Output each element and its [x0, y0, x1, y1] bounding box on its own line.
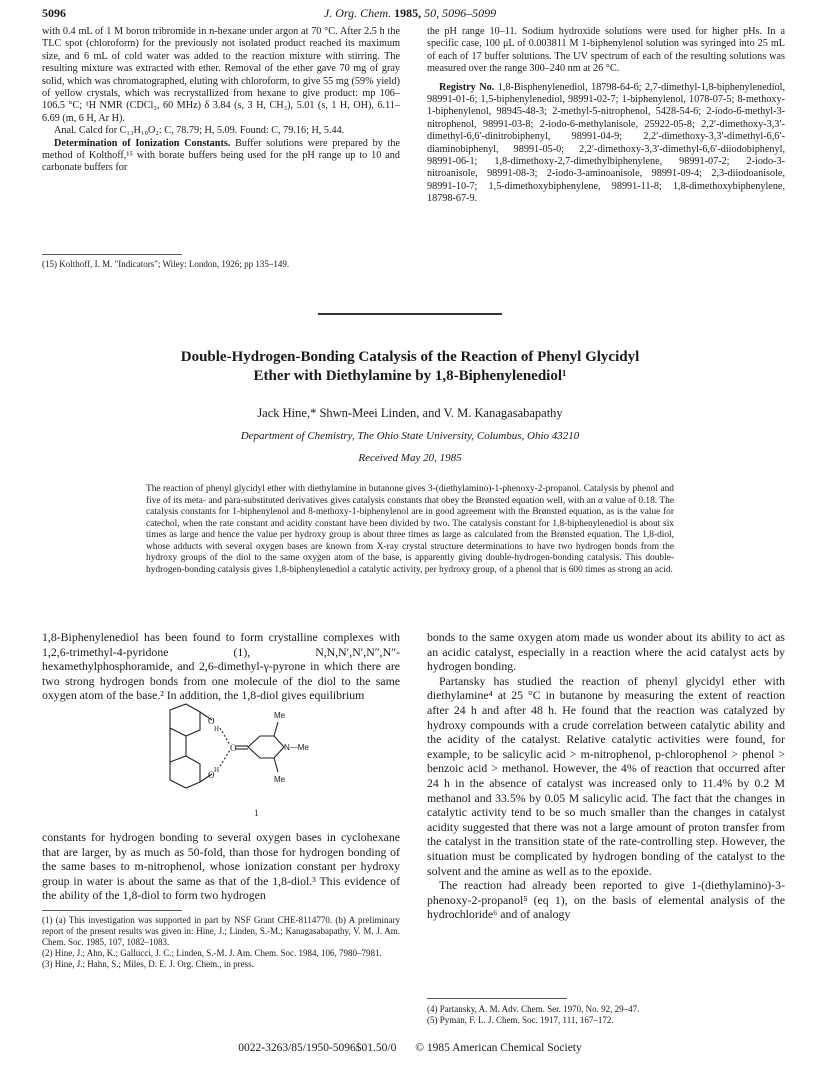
svg-text:H: H: [214, 725, 220, 733]
footnote-5: (5) Pyman, F. L. J. Chem. Soc. 1917, 111, 167–172.: [427, 1015, 614, 1025]
running-header: [0, 6, 820, 21]
title-line-1: Double-Hydrogen-Bonding Catalysis of the Reaction of Phenyl Glycidyl: [180, 349, 640, 365]
pyridone-ring: [248, 736, 284, 758]
received-date: Received May 20, 1985: [358, 452, 462, 464]
registry-text: 1,8-Bisphenylenediol, 18798-64-6; 2,7-dimethyl-1,8-biphenylenediol, 98991-01-6; 1,5-biphenylenediol, 98991-02-7; 1-biphenylenol, 1078-07-5; 8-methoxy-1-biphenylenol, 98945-48-3; 2-methyl-5-nitrophenol, 5428-54-6; 2-iodo-6-methyl-3-nitrophenol, 98991-03-8; 2-iodo-6-methylanisole, 25922-05-8; 2,2′-dimethoxy-3,3′-dimethyl-6,6′-dinitrobiphenyl, 98991-04-9; 2,2′-dimethoxy-3,3′-dimethyl-6,6′-diaminobiphenyl, 98991-05-0; 2,2′-dimethoxy-3,3′-dimethyl-6,6′-diiodobiphenyl, 98991-06-1; 1,8-dimethoxy-2,7-dimethylbiphenylene, 98991-07-2; 2-iodo-3-nitroanisole, 98991-08-3; 2-iodo-3-aminoanisole, 98991-09-4; 2,3-diiodoanisole, 98991-10-7; 1,5-dimethoxybiphenylene, 98991-11-8; 1,8-dimethoxybiphenylene, 18798-67-9.: [427, 81, 786, 205]
structure-number: 1: [254, 808, 259, 818]
registry-paragraph: [427, 82, 785, 206]
article-separator: [318, 313, 502, 315]
journal-year: 1985,: [394, 6, 422, 20]
journal-name: J. Org. Chem.: [323, 6, 392, 20]
abstract: The reaction of phenyl glycidyl ether with diethylamine in butanone gives 3-(diethylamino)-1-phenoxy-2-propanol. Catalysis by phenol and five of its meta- and para-substituted derivatives gives catalysis constants that obey the Brønsted equation well, with an α value of 0.18. The catalysis constants for 1-biphenylenol and 8-methoxy-1-biphenylenol are in good agreement with the Brønsted equation, as is the value for catechol, when the rate constant and acidity constant have been divided by two. The catalysis constant for 1,8-biphenylenediol is about six times as large and hence the value per hydroxy group is about three times as large as calculated from the Brønsted equation. The 1,8-diol, whose adducts with several oxygen bases are known from X-ray crystal structure determinations to have two hydrogen bonds from the hydroxy groups of the diol to the same oxygen atom of the base, is apparently giving double-hydrogen-bonding catalysis. This double-hydrogen-bonding catalysis gives 1,8-biphenylenediol a catalytic activity, per hydroxy group, of a phenol that is 600 times as strong an acid.: [146, 484, 674, 575]
journal-volume: 50,: [424, 6, 440, 20]
title-line-2: Ether with Diethylamine by 1,8-Biphenylenediol¹: [253, 368, 567, 384]
methyl-label-top: Me: [274, 711, 286, 720]
journal-pages: 5096–5099: [442, 6, 497, 20]
registry-heading: Registry No.: [439, 81, 495, 93]
svg-text:H: H: [214, 766, 220, 774]
ionization-heading: Determination of Ionization Constants.: [54, 137, 231, 149]
svg-text:O: O: [208, 770, 215, 780]
elemental-analysis: Anal. Calcd for C₁₃H₁₀O₂: C, 78.79; H, 5.09. Found: C, 79.16; H, 5.44.: [54, 125, 345, 137]
footnote-4: (4) Partansky, A. M. Adv. Chem. Ser. 1970, No. 92, 29–47.: [427, 1004, 640, 1014]
methyl-label-bottom: Me: [274, 775, 286, 784]
structure-1-diagram: [150, 700, 310, 820]
footnote-15: (15) Kolthoff, I. M. "Indicators"; Wiley: London, 1926; pp 135–149.: [42, 259, 290, 269]
left-footnotes: [42, 915, 400, 970]
lower-benzene-ring: [170, 756, 200, 788]
prev-article-right-column: [427, 26, 785, 206]
page-number: 5096: [42, 6, 66, 20]
body-right-para-1: bonds to the same oxygen atom made us wonder about its ability to act as an acidic catalyst, especially in a reaction where the acid catalyst acts by hydrogen bonding.: [427, 630, 785, 674]
copyright: © 1985 American Chemical Society: [415, 1042, 582, 1054]
body-right-para-2: Partansky has studied the reaction of phenyl glycidyl ether with diethylamine⁴ at 25 °C in butanone by measuring the extent of reaction after 24 h and after 48 h. He found that the reaction was catalyzed by hydroxy compounds with a crude correlation between catalytic ability and the acidity of the catalyst. Relative catalytic activities were found, for example, to be salicylic acid > m-nitrophenol, p-chlorophenol > phenol > benzoic acid > methanol. However, the 4% of reaction that occurred after 24 h in the absence of catalyst was increased only to 11.4% by 0.2 M methanol and 33.5% by 0.05 M salicylic acid. The fact that the changes in catalytic activity tend to be so much smaller than the changes in catalyst acidity suggested that there was not a large amount of proton transfer from the catalyst in the transition state of the rate-controlling step. However, the situation must be complicated by hydrogen bonding of the catalyst to the solvent and the amine as well as to the epoxide.: [427, 673, 785, 878]
upper-benzene-ring: [170, 704, 200, 736]
left-footnote-divider: [42, 910, 182, 911]
footnote-2: (2) Hine, J.; Ahn, K.; Gallucci, J. C.; Linden, S.-M. J. Am. Chem. Soc. 1984, 106, 7980–7981.: [42, 948, 382, 958]
svg-text:O: O: [208, 716, 215, 726]
footnote-3: (3) Hine, J.; Hahn, S.; Miles, D. E. J. Org. Chem., in press.: [42, 959, 254, 969]
footnote-divider: [42, 254, 182, 255]
page-footer: [0, 1042, 820, 1054]
body-right-column: [427, 630, 785, 922]
ionization-text: Buffer solutions were prepared by the method of Kolthoff,¹⁵ with borate buffers being used for the pH range up to 10 and carbonate buffers for: [42, 137, 400, 174]
n-methyl-label: N—Me: [284, 743, 309, 752]
ionization-paragraph: [42, 138, 400, 175]
article-title: [60, 348, 760, 386]
affiliation: Department of Chemistry, The Ohio State University, Columbus, Ohio 43210: [240, 430, 580, 442]
experimental-paragraph: with 0.4 mL of 1 M boron tribromide in n-hexane under argon at 70 °C. After 2.5 h the TLC spot (chloroform) for the previously not isolated product reached its maximum size, and 6 mL of cold water was added to the reaction mixture with stirring. The resulting mixture was extracted with ether. Removal of the ether gave 70 mg of gray solid, which was chromatographed, eluting with chloroform, to give 55 mg (59% yield) of yellow crystals, which was recrystallized from hexane to give product: mp 106–106.5 °C; ¹H NMR (CDCl₃, 60 MHz) δ 3.84 (s, 3 H, CH₃), 5.01 (s, 1 H, OH), 6.11–6.69 (m, 6 H, Ar H).: [42, 26, 400, 124]
right-footnotes: [427, 1004, 785, 1026]
prev-article-left-column: [42, 26, 400, 175]
body-right-para-3: The reaction had already been reported to give 1-(diethylamino)-3-phenoxy-2-propanol⁵ (eq 1), on the basis of elemental analysis of the hydrochloride⁶ and of analogy: [427, 878, 785, 922]
svg-text:O: O: [230, 743, 237, 753]
footnote-1: (1) (a) This investigation was supported in part by NSF Grant CHE-8114770. (b) A preliminary report of the present results was given in: Hine, J.; Linden, S.-M.; Kanagasabapathy, V. M. J. Am. Chem. Soc. 1985, 107, 1082–1083.: [42, 915, 400, 947]
body-left-para-2: constants for hydrogen bonding to several oxygen bases in cyclohexane that are larger, by as much as 50-fold, than those for hydrogen bonding of the same bases to m-nitrophenol, whose ionization constant per hydroxy group in water is about the same as that of the 1,8-diol.³ This evidence of the ability of the 1,8-diol to form two hydrogen: [42, 830, 400, 903]
author-list: Jack Hine,* Shwn-Meei Linden, and V. M. Kanagasabapathy: [257, 406, 563, 420]
buffer-paragraph: the pH range 10–11. Sodium hydroxide solutions were used for higher pHs. In a specific case, 100 μL of 0.003811 M 1-biphenylenol solution was syringed into 25 mL of each of 17 buffer solutions. The UV spectrum of each of the resulting solutions was measured over the range 300–240 nm at 26 °C.: [427, 26, 785, 75]
right-footnote-divider: [427, 998, 567, 999]
article-code: 0022-3263/85/1950-5096$01.50/0: [238, 1042, 397, 1054]
body-left-para-1: 1,8-Biphenylenediol has been found to form crystalline complexes with 1,2,6-trimethyl-4-pyridone (1), N,N,N′,N′,N″,N″-hexamethylphosphoramide, and 2,6-dimethyl-γ-pyrone in which there are two strong hydrogen bonds from one molecule of the diol to the same oxygen atom of the base.² In addition, the 1,8-diol gives equilibrium: [42, 630, 400, 703]
